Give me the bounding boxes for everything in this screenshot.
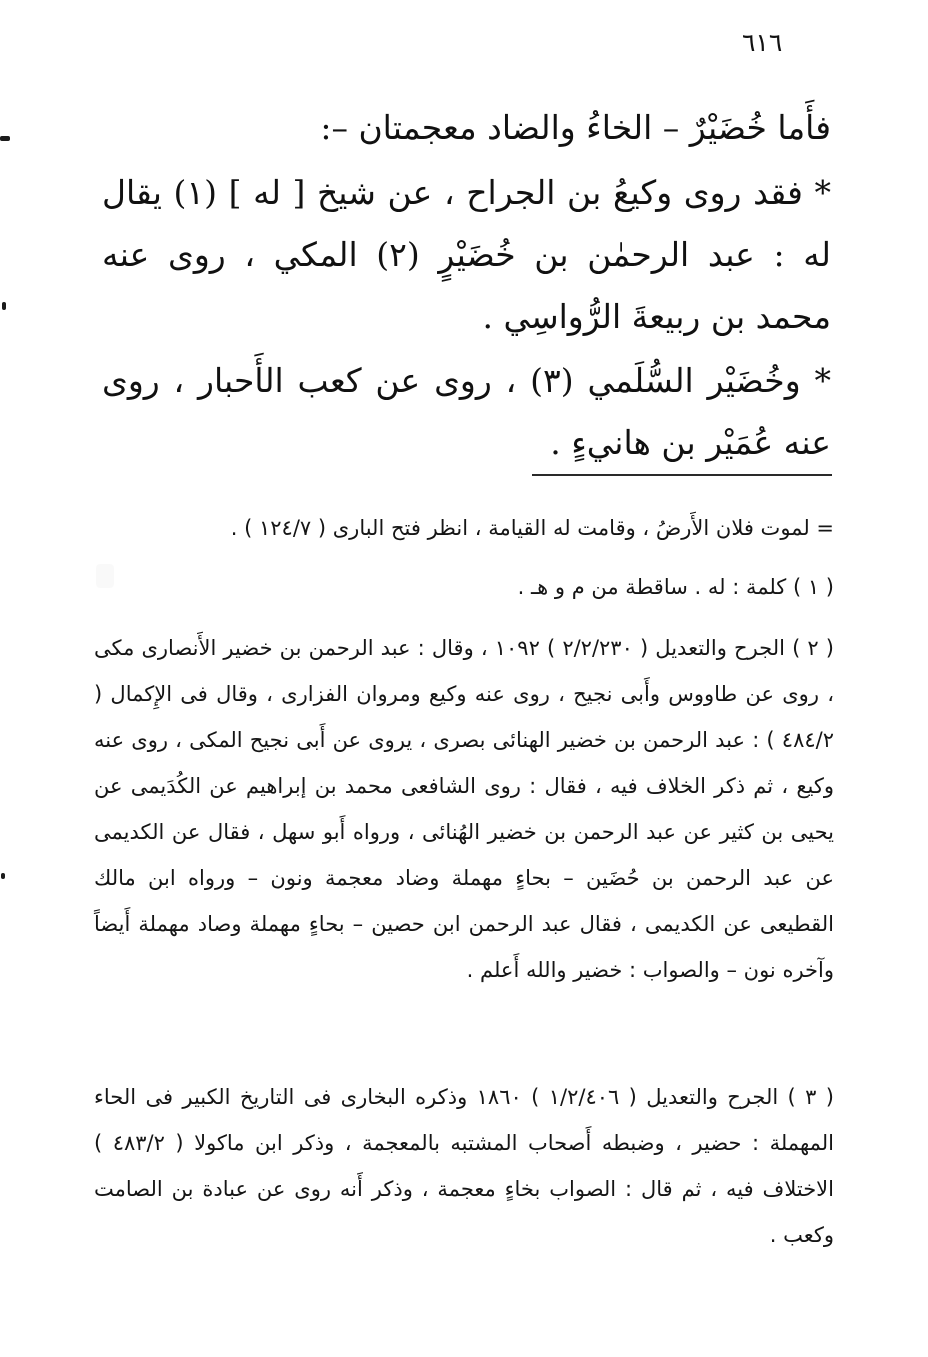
margin-mark [1,873,5,879]
biography-entry: * وخُضَيْر السُّلَمي (٣) ، روى عن كعب الأَحبار ، روى عنه عُمَيْر بن هانيءٍ . [102,361,831,462]
page-number: ٦١٦ [742,28,783,57]
margin-mark [2,302,6,310]
footnote: ( ١ ) كلمة : له . ساقطة من م و هـ . [517,575,834,599]
margin-mark [0,136,10,141]
footnote: ( ٣ ) الجرح والتعديل ( ١/٢/٤٠٦ ) ١٨٦٠ وذكره البخارى فى التاريخ الكبير فى الحاء المهملة : حضير ، وضبطه أَصحاب المشتبه بالمعجمة ، وذكر ابن ماكولا ( ٤٨٣/٢ ) الاختلاف فيه ، ثم قال : الصواب بخاءٍ معجمة ، وذكر أَنه روى عن عبادة بن الصامت وكعب . [94,1085,835,1247]
footnote-continuation: = لموت فلان الأَرضُ ، وقامت له القيامة ، انظر فتح البارى ( ١٢٤/٧ ) . [230,516,834,540]
section-heading: فأَما خُضَيْرٌ – الخاءُ والضاد معجمتان –: [320,108,831,147]
footnote-separator [532,474,832,476]
footnote: ( ٢ ) الجرح والتعديل ( ٢/٢/٢٣٠ ) ١٠٩٢ ، وقال : عبد الرحمن بن خضير الأَنصارى مكى ، روى عن طاووس وأَبى نجيح ، روى عنه وكيع ومروان الفزارى ، وقال فى الإِكمال ( ٤٨٤/٢ ) : عبد الرحمن بن خضير الهنائى بصرى ، يروى عن أَبى نجيح المكى ، روى عنه وكيع ، ثم ذكر الخلاف فيه ، فقال : روى الشافعى محمد بن إبراهيم عن الكُدَيمى عن يحيى بن كثير عن عبد الرحمن بن خضير الهُنائى ، ورواه أَبو سهل ، فقال عن الكديمى عن عبد الرحمن بن حُضَين – بحاءٍ مهملة وضاد معجمة ونون – ورواه ابن مالك القطيعى عن الكديمى ، فقال عبد الرحمن ابن حصين – بحاءٍ مهملة وصاد مهملة أَيضاً وآخره نون – والصواب : خضير والله أَعلم . [94,636,835,982]
biography-entry: * فقد روى وكيعُ بن الجراح ، عن شيخ [ له ] (١) يقال له : عبد الرحمٰن بن خُضَيْرٍ (٢) المكي ، روى عنه محمد بن ربيعةَ الرُّواسِي . [102,173,831,336]
